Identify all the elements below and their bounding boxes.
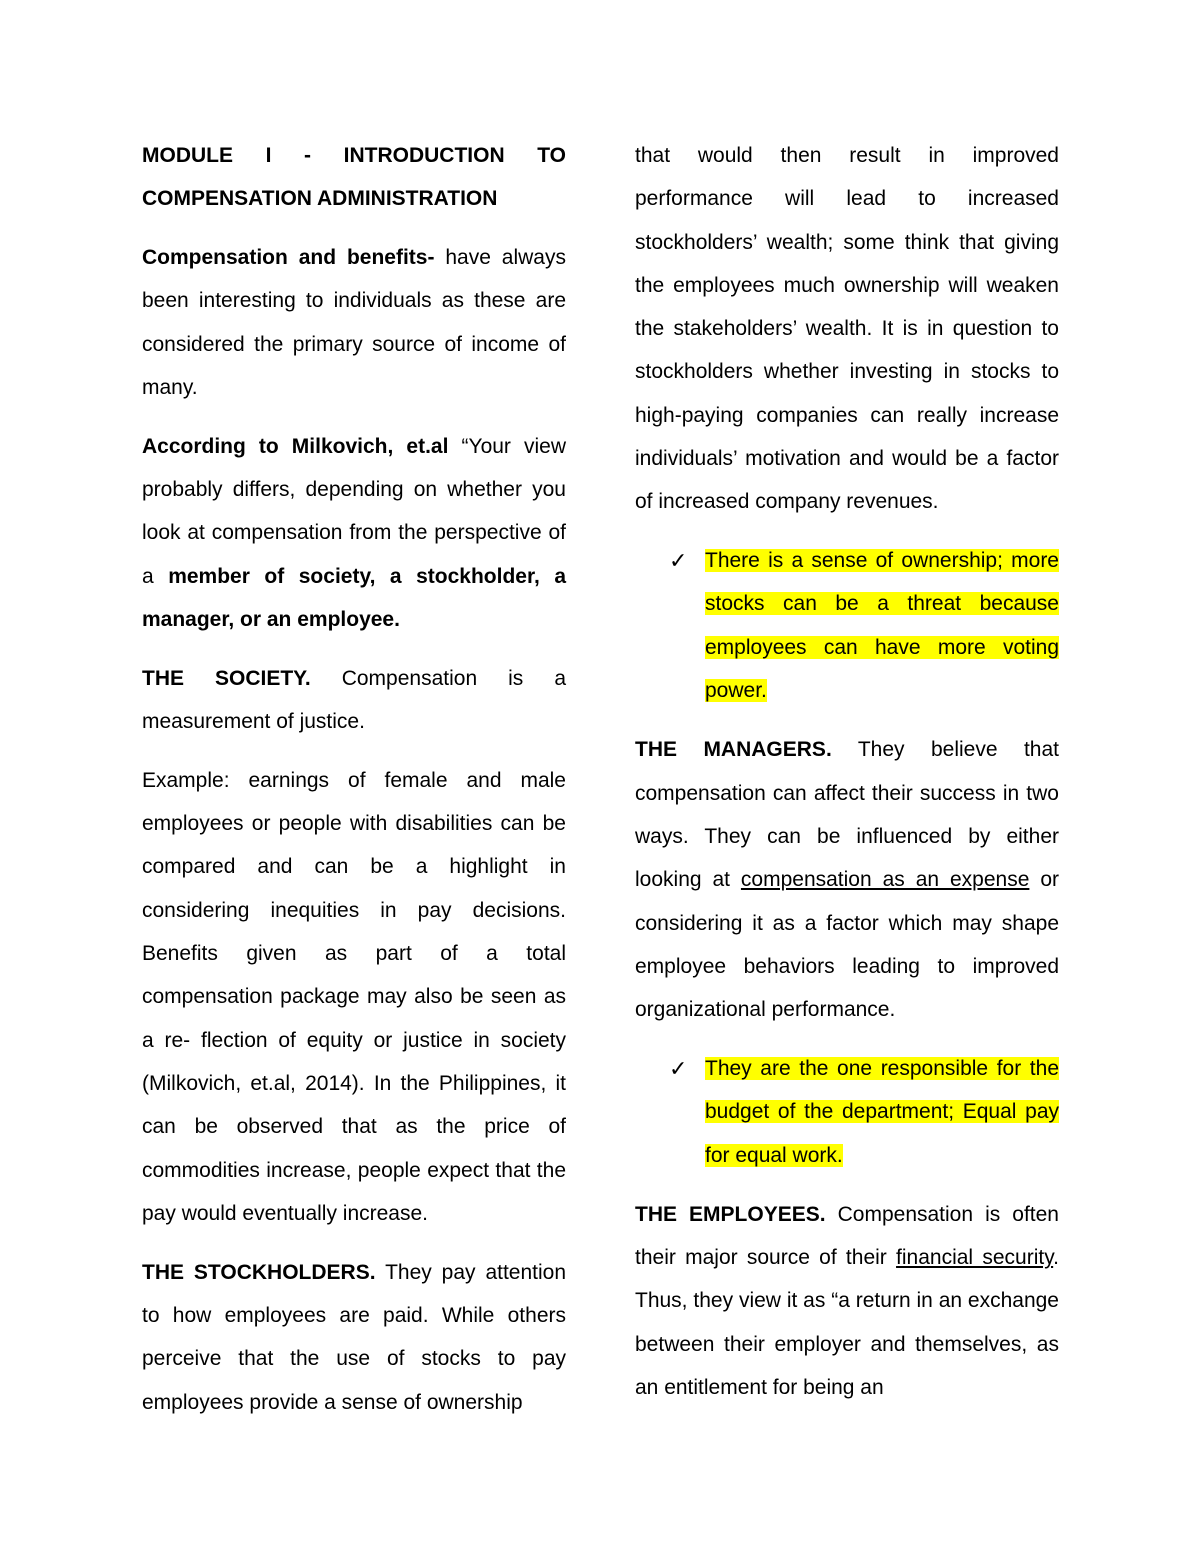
paragraph-employees <box>635 1193 1059 1409</box>
paragraph-managers <box>635 728 1059 1031</box>
underlined-text: compensation as an expense <box>740 868 1030 892</box>
checklist-item-ownership <box>635 539 1059 712</box>
paragraph-text: “Your view probably differs, depending on whether you look at compensation from the perspective of a <box>142 434 566 588</box>
paragraph-text: Compensation is often their major source of their <box>635 1202 1059 1270</box>
checkmark-icon: ✓ <box>669 548 688 574</box>
paragraph-text: They pay attention to how employees are paid. While others perceive that the use of stocks to pay employees provide a sense of ownership <box>142 1260 567 1414</box>
bold-text: member of society, a stockholder, a manager, or an employee. <box>142 564 567 631</box>
paragraph-stockholders <box>142 1251 566 1424</box>
paragraph-society <box>142 657 566 744</box>
highlighted-text: They are the one responsible for the budget of the department; Equal pay for equal work. <box>705 1056 1059 1167</box>
paragraph-stockholders-cont: that would then result in improved performance will lead to increased stockholders’ wealth; some think that giving the employees much ownership will weaken the stakeholders’ wealth. It is in question to stockholders whether investing in stocks to high-paying companies can really increase individuals’ motivation and would be a factor of increased company revenues. <box>635 144 1059 514</box>
bold-lead: THE SOCIETY. <box>142 666 311 690</box>
bold-lead: According to Milkovich, et.al <box>142 434 449 458</box>
paragraph-milkovich <box>142 425 566 641</box>
left-column <box>142 134 566 1439</box>
paragraph-text: They believe that compensation can affect their success in two ways. They can be influenced by either looking at <box>635 738 1059 892</box>
paragraph-text: . Thus, they view it as “a return in an exchange between their employer and themselves, as an entitlement for being an <box>635 1246 1059 1400</box>
paragraph-text: Compensation is a measurement of justice. <box>142 666 566 734</box>
title-line-2: COMPENSATION ADMINISTRATION <box>142 187 498 211</box>
checklist-item-budget <box>635 1047 1059 1177</box>
bold-lead: THE STOCKHOLDERS. <box>142 1260 376 1284</box>
module-title <box>142 134 566 221</box>
paragraph-text: have always been interesting to individuals as these are considered the primary source of income of many. <box>142 246 566 399</box>
checkmark-icon: ✓ <box>669 1055 688 1081</box>
paragraph-text: or considering it as a factor which may shape employee behaviors leading to improved organizational performance. <box>635 868 1059 1022</box>
paragraph-compensation-benefits <box>142 236 566 409</box>
title-line-1: MODULE I - INTRODUCTION TO <box>142 144 566 167</box>
bold-lead: THE EMPLOYEES. <box>635 1202 826 1226</box>
underlined-text: financial security <box>896 1246 1054 1270</box>
paragraph-example: Example: earnings of female and male employees or people with disabilities can be compared and can be a highlight in considering inequities in pay decisions. Benefits given as part of a total compensation package may also be seen as a re- flection of equity or justice in society (Milkovich, et.al, 2014). In the Philippines, it can be observed that as the price of commodities increase, people expect that the pay would eventually increase. <box>142 768 566 1225</box>
bold-lead: THE MANAGERS. <box>635 738 832 762</box>
bold-lead: Compensation and benefits- <box>142 246 435 270</box>
right-column <box>635 134 1059 1425</box>
highlighted-text: There is a sense of ownership; more stocks can be a threat because employees can have more voting power. <box>705 549 1059 703</box>
